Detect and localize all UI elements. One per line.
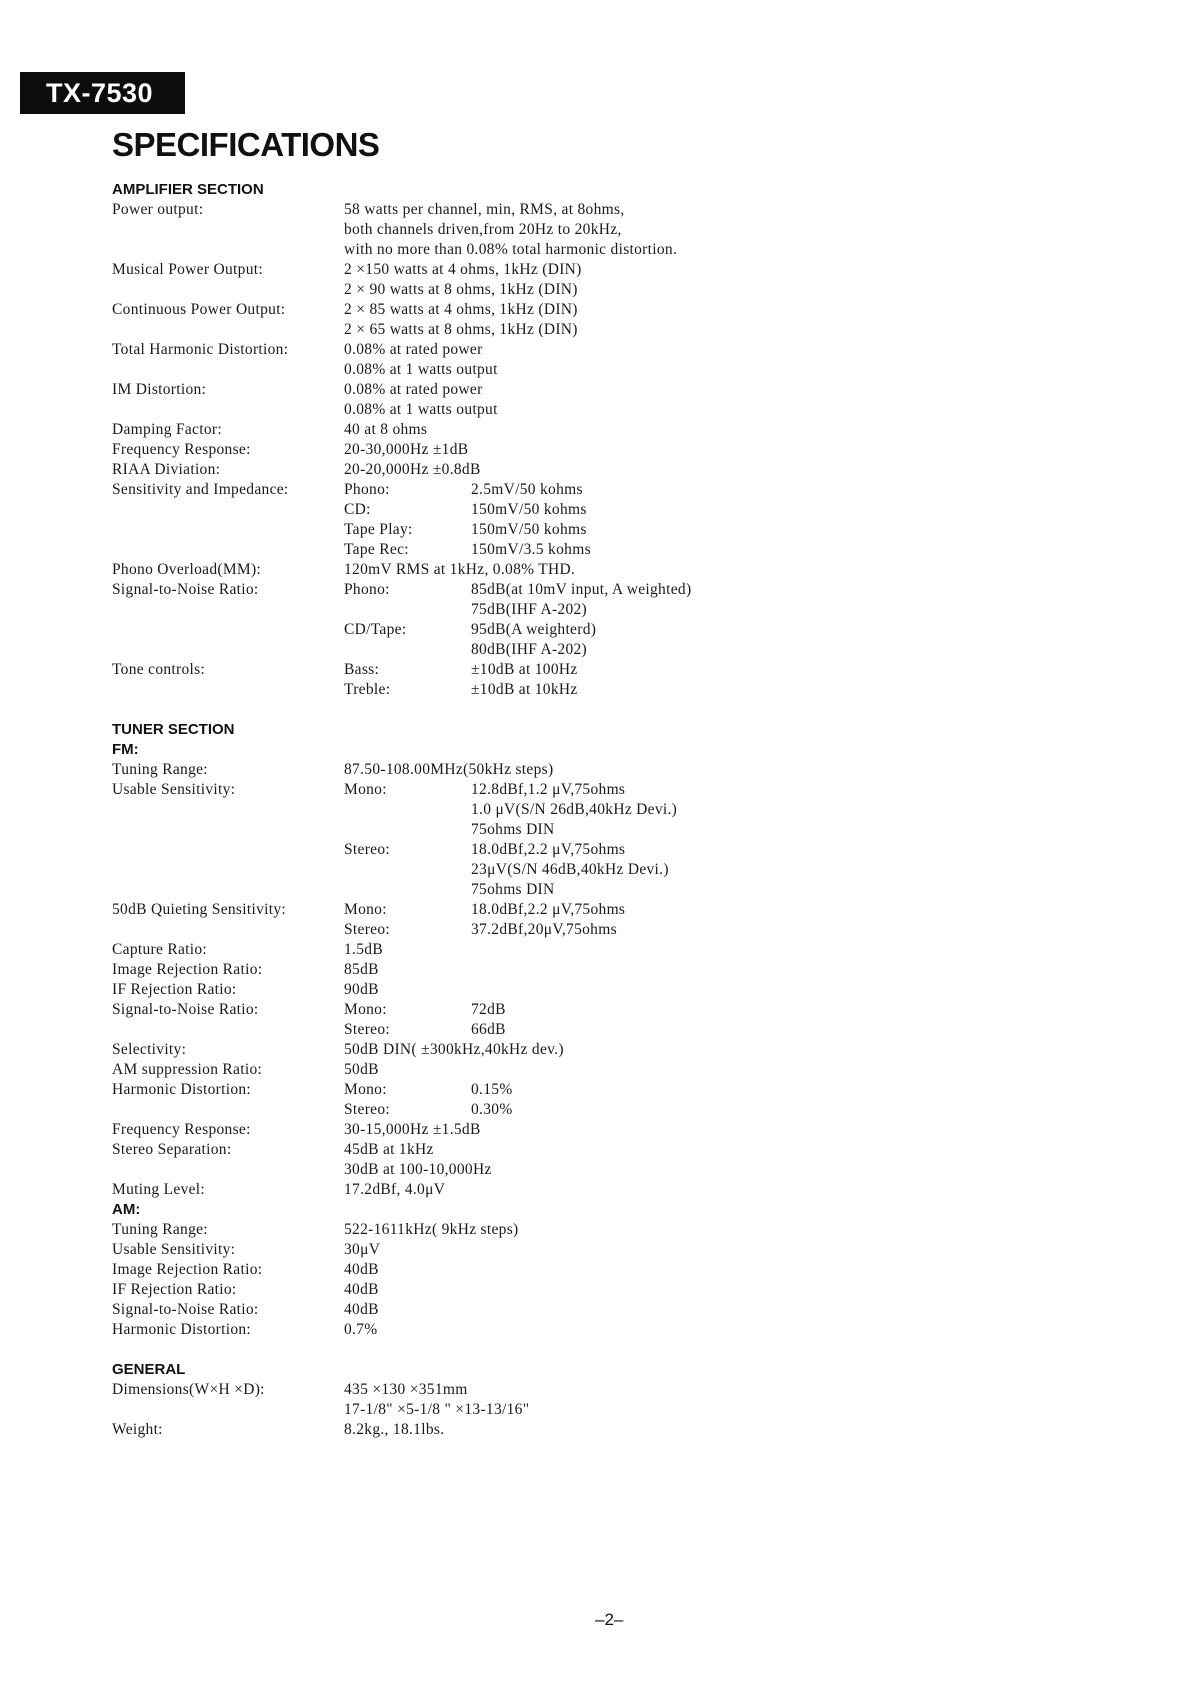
spec-value: 20-30,000Hz ±1dB: [344, 441, 469, 458]
spec-value: 50dB DIN( ±300kHz,40kHz dev.): [344, 1041, 564, 1058]
spec-value: 20-20,000Hz ±0.8dB: [344, 461, 481, 478]
spec-label: AM suppression Ratio:: [112, 1061, 263, 1078]
spec-label: Power output:: [112, 201, 204, 218]
spec-value: 150mV/50 kohms: [471, 501, 587, 518]
spec-value: 0.08% at rated power: [344, 341, 483, 358]
spec-value: 75ohms DIN: [471, 881, 555, 898]
spec-label: Harmonic Distortion:: [112, 1081, 252, 1098]
general-section-heading: GENERAL: [112, 1361, 186, 1378]
spec-row-fm-usable-sensitivity: [112, 780, 1112, 900]
spec-value: 2.5mV/50 kohms: [471, 481, 583, 498]
spec-value: 18.0dBf,2.2 μV,75ohms: [471, 901, 626, 918]
spec-value: 30dB at 100-10,000Hz: [344, 1161, 492, 1178]
spec-row-am-tuning-range: [112, 1220, 1112, 1240]
spec-label: Stereo Separation:: [112, 1141, 232, 1158]
spec-value: 1.0 μV(S/N 26dB,40kHz Devi.): [471, 801, 678, 818]
spec-value: 40dB: [344, 1261, 379, 1278]
spec-row-fm-image-rejection: [112, 960, 1112, 980]
spec-label: IM Distortion:: [112, 381, 207, 398]
amplifier-section-heading: AMPLIFIER SECTION: [112, 181, 264, 198]
spec-label: Selectivity:: [112, 1041, 187, 1058]
spec-value: 17.2dBf, 4.0μV: [344, 1181, 446, 1198]
spec-value: 2 ×150 watts at 4 ohms, 1kHz (DIN): [344, 261, 582, 278]
spec-value: 435 ×130 ×351mm: [344, 1381, 468, 1398]
fm-subheading: FM:: [112, 741, 139, 758]
spec-sublabel: Mono:: [344, 901, 387, 918]
tuner-section-heading: TUNER SECTION: [112, 721, 235, 738]
spec-value: ±10dB at 100Hz: [471, 661, 578, 678]
spec-row-damping: [112, 420, 1112, 440]
spec-row-riaa: [112, 460, 1112, 480]
spec-label: Phono Overload(MM):: [112, 561, 262, 578]
spec-row-continuous-power: [112, 300, 1112, 340]
spec-row-thd: [112, 340, 1112, 380]
spec-value: 0.7%: [344, 1321, 378, 1338]
spec-row-am-image-rejection: [112, 1260, 1112, 1280]
spec-row-dimensions: [112, 1380, 1112, 1420]
spec-row-fm-tuning-range: [112, 760, 1112, 780]
spec-label: Tuning Range:: [112, 1221, 208, 1238]
spec-value: 40dB: [344, 1281, 379, 1298]
spec-value: 75dB(IHF A-202): [471, 601, 588, 618]
spec-label: Harmonic Distortion:: [112, 1321, 252, 1338]
spec-value: 50dB: [344, 1061, 379, 1078]
spec-row-power-output: [112, 200, 1112, 260]
spec-label: Total Harmonic Distortion:: [112, 341, 289, 358]
spec-value: 72dB: [471, 1001, 506, 1018]
spec-value: 85dB: [344, 961, 379, 978]
spec-label: Muting Level:: [112, 1181, 206, 1198]
spec-row-sensitivity: [112, 480, 1112, 560]
spec-sublabel: Stereo:: [344, 841, 391, 858]
spec-sublabel: Phono:: [344, 481, 390, 498]
spec-value: 23μV(S/N 46dB,40kHz Devi.): [471, 861, 669, 878]
spec-sublabel: Phono:: [344, 581, 390, 598]
spec-value: ±10dB at 10kHz: [471, 681, 578, 698]
spec-sublabel: Stereo:: [344, 1021, 391, 1038]
spec-value: 90dB: [344, 981, 379, 998]
spec-row-am-harmonic: [112, 1320, 1112, 1340]
spec-sublabel: CD/Tape:: [344, 621, 407, 638]
spec-value: 2 × 85 watts at 4 ohms, 1kHz (DIN): [344, 301, 578, 318]
spec-label: IF Rejection Ratio:: [112, 1281, 237, 1298]
spec-sublabel: Mono:: [344, 1001, 387, 1018]
spec-row-fm-separation: [112, 1140, 1112, 1180]
spec-row-phono-overload: [112, 560, 1112, 580]
page-title: SPECIFICATIONS: [112, 126, 380, 163]
page-number: –2–: [595, 1610, 624, 1629]
spec-label: Signal-to-Noise Ratio:: [112, 581, 259, 598]
spec-value: with no more than 0.08% total harmonic distortion.: [344, 241, 678, 258]
spec-label: Image Rejection Ratio:: [112, 961, 263, 978]
spec-label: Usable Sensitivity:: [112, 781, 236, 798]
spec-row-fm-selectivity: [112, 1040, 1112, 1060]
spec-label: Damping Factor:: [112, 421, 222, 438]
spec-label: RIAA Diviation:: [112, 461, 221, 478]
spec-value: 30μV: [344, 1241, 381, 1258]
spec-value: 37.2dBf,20μV,75ohms: [471, 921, 617, 938]
spec-sublabel: Tape Rec:: [344, 541, 409, 558]
spec-sublabel: Mono:: [344, 781, 387, 798]
spec-value: 40dB: [344, 1301, 379, 1318]
spec-sublabel: Tape Play:: [344, 521, 413, 538]
spec-value: 150mV/3.5 kohms: [471, 541, 591, 558]
spec-value: 522-1611kHz( 9kHz steps): [344, 1221, 519, 1238]
spec-row-fm-harmonic: [112, 1080, 1112, 1120]
spec-row-fm-muting: [112, 1180, 1112, 1200]
spec-label: 50dB Quieting Sensitivity:: [112, 901, 287, 918]
spec-value: both channels driven,from 20Hz to 20kHz,: [344, 221, 622, 238]
spec-value: 0.15%: [471, 1081, 513, 1098]
spec-label: Tuning Range:: [112, 761, 208, 778]
spec-value: 12.8dBf,1.2 μV,75ohms: [471, 781, 626, 798]
spec-value: 8.2kg., 18.1lbs.: [344, 1421, 445, 1438]
spec-label: IF Rejection Ratio:: [112, 981, 237, 998]
spec-label: Dimensions(W×H ×D):: [112, 1381, 265, 1398]
spec-value: 87.50-108.00MHz(50kHz steps): [344, 761, 554, 778]
spec-row-frequency-response: [112, 440, 1112, 460]
spec-sublabel: Bass:: [344, 661, 380, 678]
spec-label: Capture Ratio:: [112, 941, 208, 958]
spec-label: Signal-to-Noise Ratio:: [112, 1001, 259, 1018]
spec-value: 0.30%: [471, 1101, 513, 1118]
spec-body: [112, 180, 1112, 1440]
spec-label: Continuous Power Output:: [112, 301, 286, 318]
spec-value: 66dB: [471, 1021, 506, 1038]
spec-value: 1.5dB: [344, 941, 383, 958]
spec-row-amp-snr: [112, 580, 1112, 660]
spec-row-musical-power: [112, 260, 1112, 300]
spec-value: 18.0dBf,2.2 μV,75ohms: [471, 841, 626, 858]
spec-label: Tone controls:: [112, 661, 206, 678]
spec-label: Sensitivity and Impedance:: [112, 481, 289, 498]
spec-sublabel: CD:: [344, 501, 371, 518]
spec-value: 95dB(A weighterd): [471, 621, 597, 638]
spec-row-fm-capture: [112, 940, 1112, 960]
spec-value: 17-1/8" ×5-1/8 " ×13-13/16": [344, 1401, 530, 1418]
spec-value: 2 × 65 watts at 8 ohms, 1kHz (DIN): [344, 321, 578, 338]
spec-row-am-usable-sensitivity: [112, 1240, 1112, 1260]
spec-row-weight: [112, 1420, 1112, 1440]
spec-value: 58 watts per channel, min, RMS, at 8ohms,: [344, 201, 625, 218]
spec-row-im-distortion: [112, 380, 1112, 420]
spec-row-fm-frequency-response: [112, 1120, 1112, 1140]
spec-value: 2 × 90 watts at 8 ohms, 1kHz (DIN): [344, 281, 578, 298]
spec-label: Signal-to-Noise Ratio:: [112, 1301, 259, 1318]
spec-sublabel: Stereo:: [344, 1101, 391, 1118]
spec-row-fm-quieting: [112, 900, 1112, 940]
spec-value: 0.08% at 1 watts output: [344, 361, 498, 378]
spec-value: 30-15,000Hz ±1.5dB: [344, 1121, 481, 1138]
spec-value: 80dB(IHF A-202): [471, 641, 588, 658]
spec-row-fm-snr: [112, 1000, 1112, 1040]
spec-value: 40 at 8 ohms: [344, 421, 428, 438]
spec-label: Usable Sensitivity:: [112, 1241, 236, 1258]
spec-value: 45dB at 1kHz: [344, 1141, 434, 1158]
spec-value: 150mV/50 kohms: [471, 521, 587, 538]
spec-sublabel: Treble:: [344, 681, 391, 698]
spec-value: 75ohms DIN: [471, 821, 555, 838]
spec-label: Frequency Response:: [112, 1121, 251, 1138]
spec-value: 0.08% at rated power: [344, 381, 483, 398]
spec-label: Musical Power Output:: [112, 261, 263, 278]
spec-value: 120mV RMS at 1kHz, 0.08% THD.: [344, 561, 576, 578]
spec-label: Weight:: [112, 1421, 163, 1438]
spec-row-am-if-rejection: [112, 1280, 1112, 1300]
spec-value: 0.08% at 1 watts output: [344, 401, 498, 418]
spec-row-fm-am-suppression: [112, 1060, 1112, 1080]
spec-label: Frequency Response:: [112, 441, 251, 458]
model-tag: TX-7530: [20, 72, 185, 114]
spec-row-fm-if-rejection: [112, 980, 1112, 1000]
spec-row-tone-controls: [112, 660, 1112, 700]
spec-label: Image Rejection Ratio:: [112, 1261, 263, 1278]
spec-sublabel: Stereo:: [344, 921, 391, 938]
spec-row-am-snr: [112, 1300, 1112, 1320]
am-subheading: AM:: [112, 1201, 141, 1218]
spec-value: 85dB(at 10mV input, A weighted): [471, 581, 692, 598]
spec-sublabel: Mono:: [344, 1081, 387, 1098]
